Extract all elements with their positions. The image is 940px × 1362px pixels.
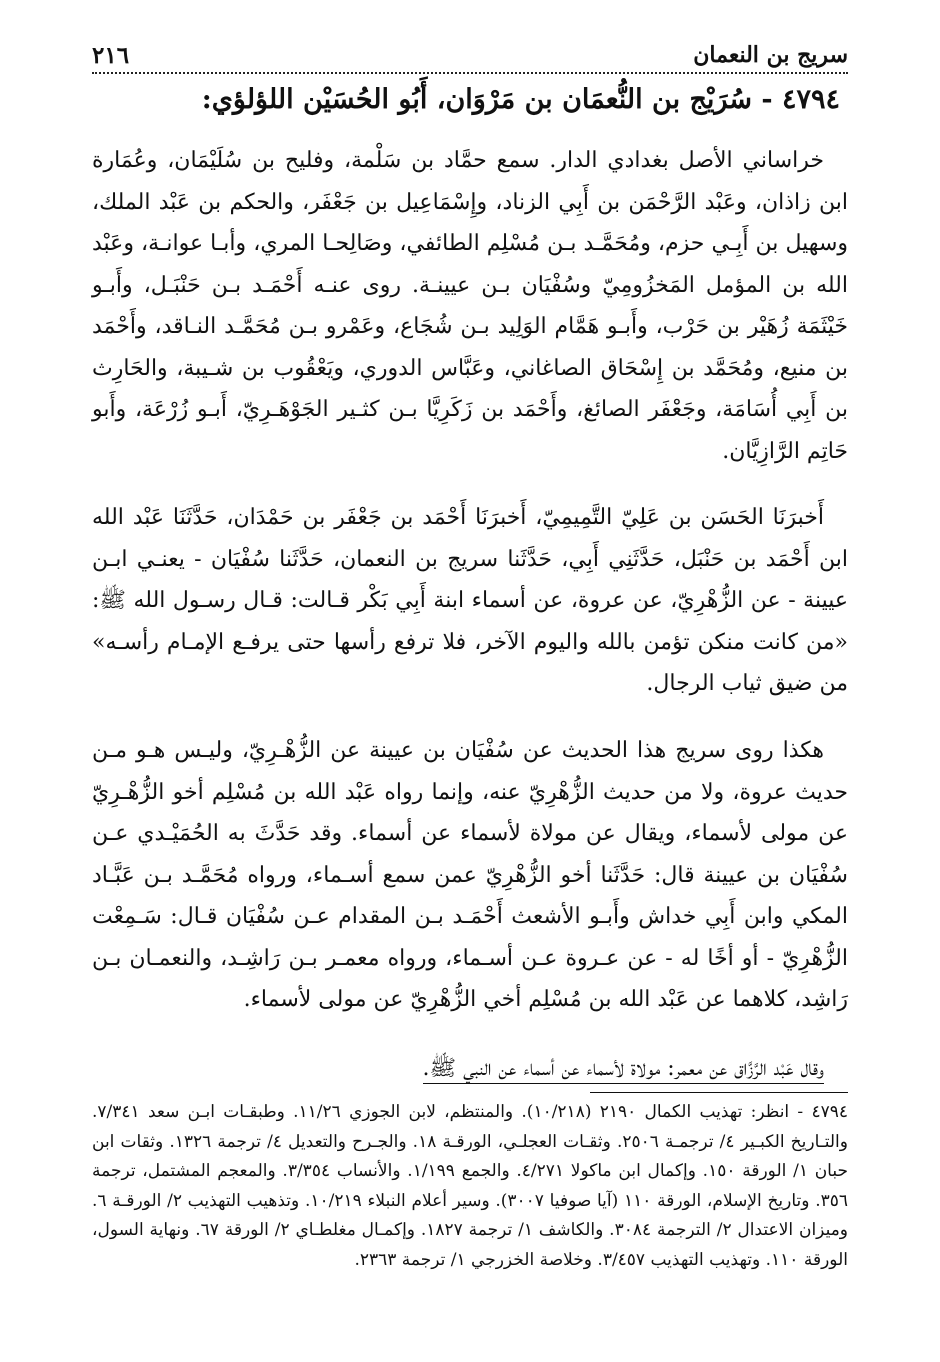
paragraph-text: أَخبرَنَا الحَسَن بن عَلِيّ التَّمِيمِيّ، أَخبرَنَا أَحْمَد بن جَعْفَر بن حَمْدَان، حَدَّثَنَا عَبْد الله ابن أَحْمَد بن حَنْبَل، حَدَّثَنِي أَبِي، حَدَّثَنا سريج بن النعمان، حَدَّثَنا سُفْيَان - يعنـي ابـن عيينة - عن الزُّهْرِيّ، عن عروة، عن أسماء ابنة أَبِي بَكْر قـالت: قـال رسـول الله ﷺ: «من كانت منكن تؤمن بالله واليوم الآخر، فلا ترفع رأسها حتى يرفـع الإمـام رأسـه» من ضيق ثياب الرجال. [92, 505, 848, 696]
paragraph-text: خراساني الأصل بغدادي الدار. سمع حمَّاد بن سَلْمة، وفليح بن سُلَيْمَان، وعُمَارة ابن زاذان، وعَبْد الرَّحْمَن بن أَبِي الزناد، وإِسْمَاعِيل بن جَعْفَر، والحكم بن عَبْد الملك، وسهيل بن أَبِـي حزم، ومُحَمَّـد بـن مُسْلِم الطائفي، وصَالِحـا المري، وأبـا عوانـة، وعَبْد الله بن المؤمل المَخزُومِيّ وسُفْيَان بـن عيينـة. روى عنـه أَحْمَـد بـن حَنْبَـل، وأَبـو خَيْثَمَة زُهَيْر بن حَرْب، وأَبـو هَمَّام الوَلِيد بـن شُجَاع، وعَمْرو بـن مُحَمَّـد النـاقد، وأَحْمَد بن منيع، ومُحَمَّد بن إِسْحَاق الصاغاني، وعَبَّاس الدوري، ويَعْقُوب بن شـيبة، والحَارِث بن أَبِي أُسَامَة، وجَعْفَر الصائغ، وأَحْمَد بن زَكَرِيَّا بـن كثـير الجَوْهَـرِيّ، أَبـو زُرْعَة، وأَبو حَاتِم الرَّازِيَّان. [92, 148, 848, 464]
biography-paragraph [92, 140, 848, 472]
running-header [92, 38, 848, 74]
page-number: ٢١٦ [92, 41, 130, 69]
commentary-paragraph [92, 730, 848, 1021]
closing-paragraph [92, 1048, 848, 1090]
footnote-separator [590, 1092, 848, 1093]
footnote [92, 1098, 848, 1275]
running-title: سريج بن النعمان [693, 42, 848, 68]
entry-heading: ٤٧٩٤ - سُرَيْج بن النُّعمَان بن مَرْوَان، أَبُو الحُسَيْن اللؤلؤي: [201, 84, 840, 115]
hadith-paragraph [92, 497, 848, 705]
closing-line: وقال عَبْد الرَّزَّاق عن معمر: مولاة لأسماء عن أسماء عن النبي ﷺ. [423, 1056, 825, 1084]
paragraph-text: هكذا روى سريج هذا الحديث عن سُفْيَان بن عيينة عن الزُّهْـرِيّ، وليـس هـو مـن حديث عروة، ولا من حديث الزُّهْرِيّ عنه، وإنما رواه عَبْد الله بن مُسْلِم أخو الزُّهْـرِيّ عن مولى لأسماء، ويقال عن مولاة لأسماء عن أسماء. وقد حَدَّثَ به الحُمَيْـدي عـن سُفْيَان بن عيينة قال: حَدَّثَنا أخو الزُّهْرِيّ عمن سمع أسـماء، ورواه مُحَمَّـد بـن عَبَّـاد المكي وابن أَبِي خداش وأَبـو الأشعث أَحْمَـد بـن المقدام عـن سُفْيَان قـال: سَـمِعْت الزُّهْرِيّ - أو أخًا له - عن عـروة عـن أسـماء، ورواه معمـر بـن رَاشِـد، والنعمـان بـن رَاشِد، كلاهما عن عَبْد الله بن مُسْلِم أخي الزُّهْرِيّ عن مولى لأسماء. [92, 738, 848, 1012]
footnote-text: ٤٧٩٤ - انظر: تهذيب الكمال ٢١٩٠ (١٠/٢١٨). والمنتظم، لابن الجوزي ١١/٢٦. وطبقـات ابـن سعد ٧/٣٤١. والتـاريخ الكبـير ٤/ ترجمـة ٢٥٠٦. وثقـات العجلـي، الورقـة ١٨. والجـرح والتعديل ٤/ ترجمة ١٣٢٦. وثقات ابن حبان ١/ الورقة ١٥٠. وإكمال ابن ماكولا ٤/٢٧١. والجمع ١/١٩٩. والأنساب ٣/٣٥٤. والمعجم المشتمل، ترجمة ٣٥٦. وتاريخ الإسلام، الورقة ١١٠ (آيا صوفيا ٣٠٠٧). وسير أعلام النبلاء ١٠/٢١٩. وتذهيب التهذيب ٢/ الورقـة ٦. وميزان الاعتدال ٢/ الترجمة ٣٠٨٤. والكاشف ١/ ترجمة ١٨٢٧. وإكمـال مغلطـاي ٢/ الورقة ٦٧. ونهاية السول، الورقة ١١٠. وتهذيب التهذيب ٣/٤٥٧. وخلاصة الخزرجي ١/ ترجمة ٢٣٦٣. [92, 1102, 849, 1270]
closing-line-wrapper [92, 1048, 848, 1090]
